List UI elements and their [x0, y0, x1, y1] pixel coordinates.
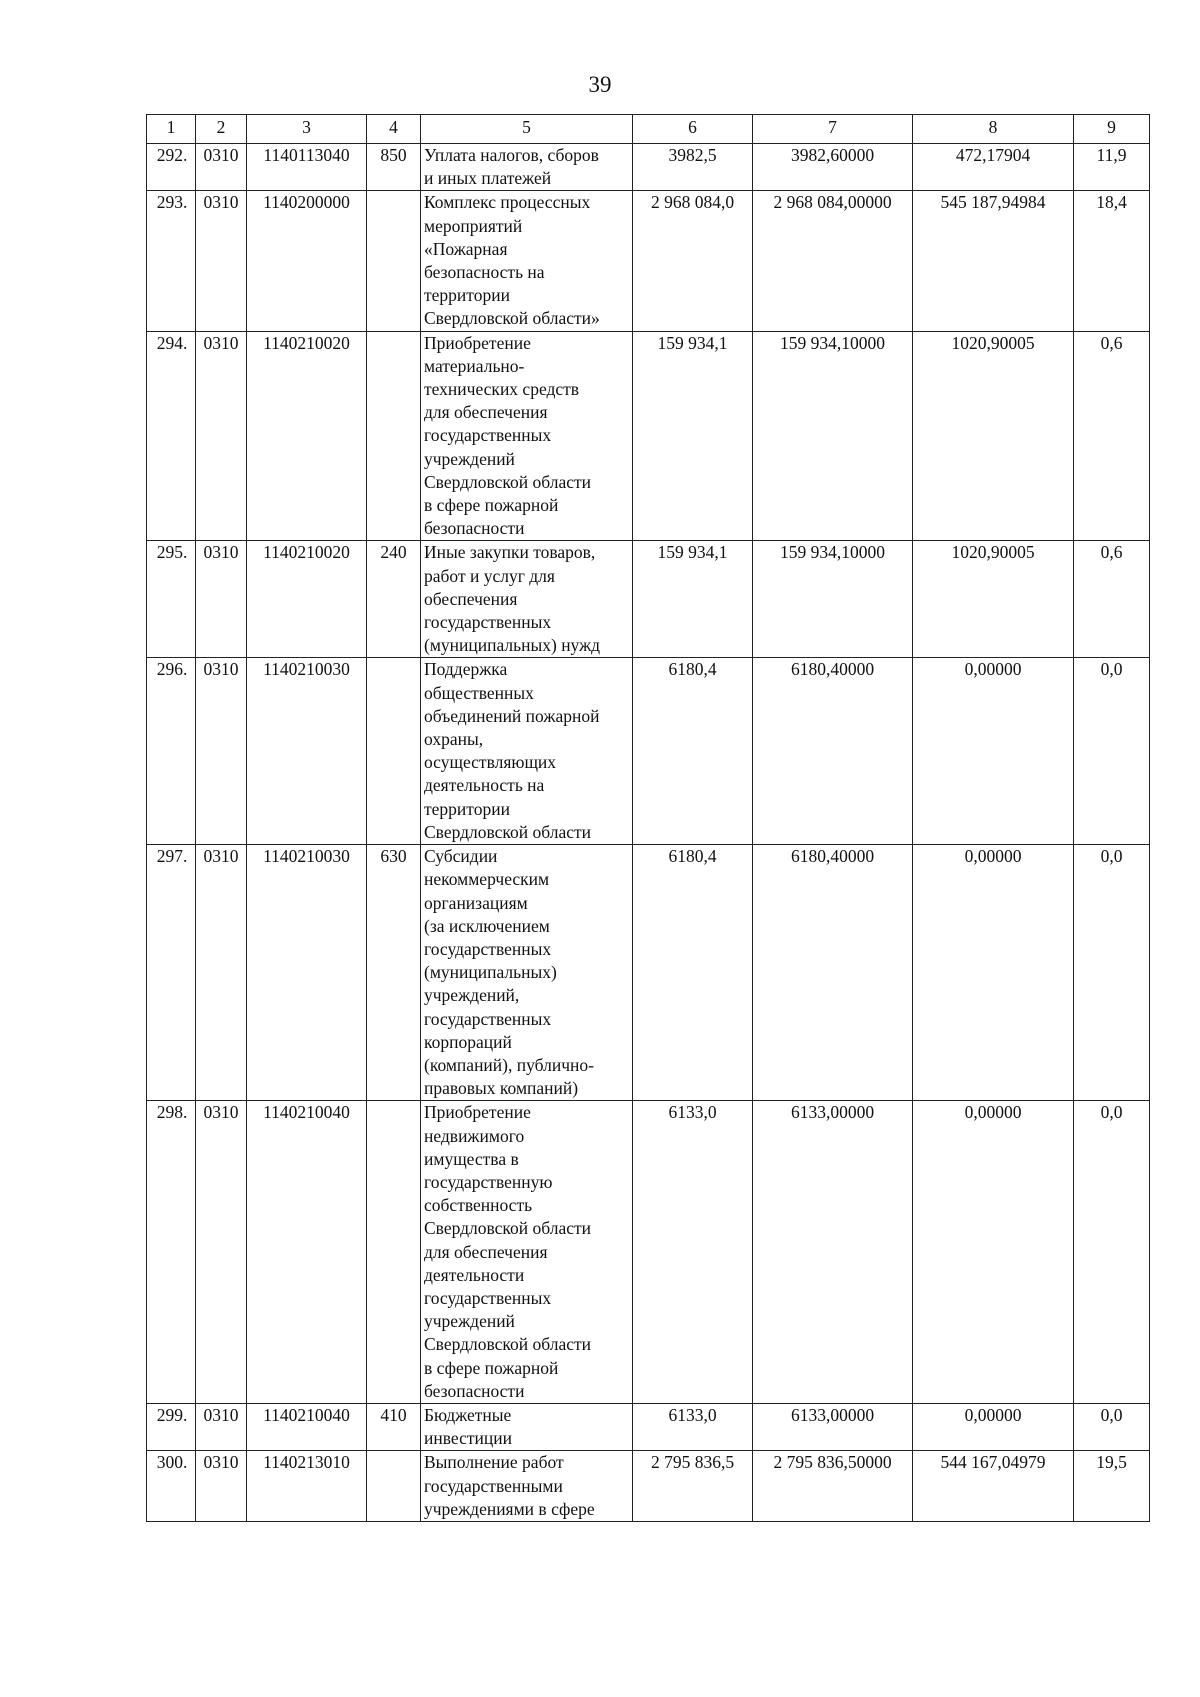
description-line: инвестиции — [424, 1428, 512, 1449]
description-line: безопасность на — [424, 262, 545, 283]
section-code-cell: 0310 — [196, 1101, 247, 1404]
amount-col7-cell: 6133,00000 — [753, 1101, 913, 1404]
table-row — [147, 1101, 1150, 1404]
description-line: учреждениями в сфере — [424, 1498, 595, 1519]
description-line: государственных — [424, 1008, 552, 1029]
description-line: корпораций — [424, 1031, 512, 1052]
expense-type-cell — [367, 331, 421, 541]
description-line: Приобретение — [424, 332, 531, 353]
expense-type-cell — [367, 1101, 421, 1404]
description-line: Субсидии — [424, 846, 498, 867]
row-number-cell: 294. — [147, 331, 196, 541]
target-code-cell: 1140210020 — [247, 541, 367, 658]
table-row — [147, 845, 1150, 1101]
target-code-cell: 1140210030 — [247, 658, 367, 845]
percent-col9-cell: 0,6 — [1074, 331, 1150, 541]
target-code-cell: 1140113040 — [247, 144, 367, 191]
description-line: в сфере пожарной — [424, 495, 559, 516]
row-number-cell: 298. — [147, 1101, 196, 1404]
description-cell — [421, 1403, 633, 1450]
percent-col9-cell: 0,6 — [1074, 541, 1150, 658]
description-line: государственную — [424, 1171, 553, 1192]
amount-col8-cell: 1020,90005 — [913, 331, 1074, 541]
description-line: Комплекс процессных — [424, 192, 591, 213]
expense-type-cell — [367, 1451, 421, 1522]
description-line: деятельность на — [424, 775, 545, 796]
amount-col8-cell: 472,17904 — [913, 144, 1074, 191]
header-cell: 2 — [196, 115, 247, 144]
description-line: правовых компаний) — [424, 1078, 579, 1099]
description-line: технических средств — [424, 379, 580, 400]
description-line: (муниципальных) нужд — [424, 635, 601, 656]
description-cell — [421, 541, 633, 658]
table-row — [147, 1451, 1150, 1522]
expense-type-cell — [367, 658, 421, 845]
section-code-cell: 0310 — [196, 658, 247, 845]
percent-col9-cell: 19,5 — [1074, 1451, 1150, 1522]
description-line: государственных — [424, 612, 552, 633]
description-cell — [421, 191, 633, 331]
amount-col8-cell: 0,00000 — [913, 845, 1074, 1101]
section-code-cell: 0310 — [196, 541, 247, 658]
header-cell: 3 — [247, 115, 367, 144]
description-line: Поддержка — [424, 659, 508, 680]
amount-col7-cell: 3982,60000 — [753, 144, 913, 191]
expense-type-cell: 240 — [367, 541, 421, 658]
header-cell: 5 — [421, 115, 633, 144]
percent-col9-cell: 0,0 — [1074, 1403, 1150, 1450]
table-row — [147, 331, 1150, 541]
description-line: работ и услуг для — [424, 565, 555, 586]
header-row — [147, 115, 1150, 144]
description-line: (компаний), публично- — [424, 1054, 594, 1075]
description-line: Свердловской области — [424, 821, 592, 842]
table-row — [147, 658, 1150, 845]
description-line: Приобретение — [424, 1102, 531, 1123]
description-cell — [421, 1451, 633, 1522]
percent-col9-cell: 11,9 — [1074, 144, 1150, 191]
table-row — [147, 191, 1150, 331]
row-number-cell: 292. — [147, 144, 196, 191]
amount-col8-cell: 1020,90005 — [913, 541, 1074, 658]
amount-col7-cell: 159 934,10000 — [753, 541, 913, 658]
description-line: (муниципальных) — [424, 962, 557, 983]
table-row — [147, 144, 1150, 191]
percent-col9-cell: 18,4 — [1074, 191, 1150, 331]
description-line: Иные закупки товаров, — [424, 542, 596, 563]
description-line: имущества в — [424, 1148, 519, 1169]
description-line: объединений пожарной — [424, 705, 600, 726]
description-line: Уплата налогов, сборов — [424, 145, 599, 165]
amount-col7-cell: 6180,40000 — [753, 658, 913, 845]
description-cell — [421, 144, 633, 191]
budget-table — [146, 114, 1150, 1522]
description-line: обеспечения — [424, 588, 518, 609]
description-line: деятельности — [424, 1264, 525, 1285]
description-line: учреждений — [424, 448, 515, 469]
amount-col6-cell: 2 968 084,0 — [633, 191, 753, 331]
target-code-cell: 1140210040 — [247, 1403, 367, 1450]
amount-col7-cell: 159 934,10000 — [753, 331, 913, 541]
page-number: 39 — [588, 72, 612, 97]
description-line: материально- — [424, 355, 525, 376]
amount-col7-cell: 2 968 084,00000 — [753, 191, 913, 331]
amount-col6-cell: 6133,0 — [633, 1101, 753, 1404]
row-number-cell: 297. — [147, 845, 196, 1101]
percent-col9-cell: 0,0 — [1074, 845, 1150, 1101]
amount-col7-cell: 6180,40000 — [753, 845, 913, 1101]
expense-type-cell: 410 — [367, 1403, 421, 1450]
description-line: общественных — [424, 682, 534, 703]
row-number-cell: 299. — [147, 1403, 196, 1450]
amount-col8-cell: 0,00000 — [913, 1403, 1074, 1450]
section-code-cell: 0310 — [196, 1403, 247, 1450]
description-line: «Пожарная — [424, 238, 508, 259]
expense-type-cell: 850 — [367, 144, 421, 191]
table-row — [147, 1403, 1150, 1450]
row-number-cell: 296. — [147, 658, 196, 845]
amount-col6-cell: 6180,4 — [633, 658, 753, 845]
header-cell: 9 — [1074, 115, 1150, 144]
description-line: собственность — [424, 1195, 533, 1216]
description-line: недвижимого — [424, 1125, 525, 1146]
description-line: (за исключением — [424, 915, 550, 936]
description-line: мероприятий — [424, 215, 523, 236]
expense-type-cell: 630 — [367, 845, 421, 1101]
description-line: в сфере пожарной — [424, 1357, 559, 1378]
header-cell: 1 — [147, 115, 196, 144]
description-line: государственных — [424, 938, 552, 959]
row-number-cell: 295. — [147, 541, 196, 658]
description-line: для обеспечения — [424, 1241, 548, 1262]
amount-col8-cell: 0,00000 — [913, 658, 1074, 845]
description-cell — [421, 1101, 633, 1404]
amount-col6-cell: 3982,5 — [633, 144, 753, 191]
section-code-cell: 0310 — [196, 144, 247, 191]
header-cell: 4 — [367, 115, 421, 144]
row-number-cell: 300. — [147, 1451, 196, 1522]
header-cell: 6 — [633, 115, 753, 144]
description-cell — [421, 845, 633, 1101]
percent-col9-cell: 0,0 — [1074, 658, 1150, 845]
target-code-cell: 1140210030 — [247, 845, 367, 1101]
table-row — [147, 541, 1150, 658]
description-line: государственных — [424, 425, 552, 446]
amount-col6-cell: 159 934,1 — [633, 541, 753, 658]
description-line: государственных — [424, 1287, 552, 1308]
expense-type-cell — [367, 191, 421, 331]
description-cell — [421, 331, 633, 541]
amount-col6-cell: 6180,4 — [633, 845, 753, 1101]
section-code-cell: 0310 — [196, 331, 247, 541]
description-line: государственными — [424, 1475, 563, 1496]
amount-col7-cell: 6133,00000 — [753, 1403, 913, 1450]
row-number-cell: 293. — [147, 191, 196, 331]
target-code-cell: 1140200000 — [247, 191, 367, 331]
description-line: и иных платежей — [424, 168, 552, 189]
description-line: территории — [424, 798, 510, 819]
amount-col6-cell: 159 934,1 — [633, 331, 753, 541]
percent-col9-cell: 0,0 — [1074, 1101, 1150, 1404]
header-cell: 8 — [913, 115, 1074, 144]
description-line: учреждений — [424, 1311, 515, 1332]
amount-col8-cell: 544 167,04979 — [913, 1451, 1074, 1522]
amount-col7-cell: 2 795 836,50000 — [753, 1451, 913, 1522]
description-line: некоммерческим — [424, 869, 550, 890]
description-line: Выполнение работ — [424, 1452, 564, 1473]
description-line: безопасности — [424, 1380, 525, 1401]
description-line: территории — [424, 285, 510, 306]
amount-col8-cell: 0,00000 — [913, 1101, 1074, 1404]
description-line: организациям — [424, 892, 528, 913]
description-line: Свердловской области — [424, 1334, 592, 1355]
amount-col8-cell: 545 187,94984 — [913, 191, 1074, 331]
description-line: Свердловской области» — [424, 308, 600, 329]
description-line: учреждений, — [424, 985, 520, 1006]
description-line: Бюджетные — [424, 1404, 512, 1425]
description-cell — [421, 658, 633, 845]
target-code-cell: 1140213010 — [247, 1451, 367, 1522]
description-line: осуществляющих — [424, 752, 557, 773]
amount-col6-cell: 2 795 836,5 — [633, 1451, 753, 1522]
target-code-cell: 1140210040 — [247, 1101, 367, 1404]
section-code-cell: 0310 — [196, 845, 247, 1101]
section-code-cell: 0310 — [196, 1451, 247, 1522]
description-line: охраны, — [424, 729, 484, 750]
description-line: Свердловской области — [424, 1218, 592, 1239]
description-line: для обеспечения — [424, 402, 548, 423]
header-cell: 7 — [753, 115, 913, 144]
description-line: Свердловской области — [424, 471, 592, 492]
target-code-cell: 1140210020 — [247, 331, 367, 541]
amount-col6-cell: 6133,0 — [633, 1403, 753, 1450]
section-code-cell: 0310 — [196, 191, 247, 331]
description-line: безопасности — [424, 518, 525, 539]
